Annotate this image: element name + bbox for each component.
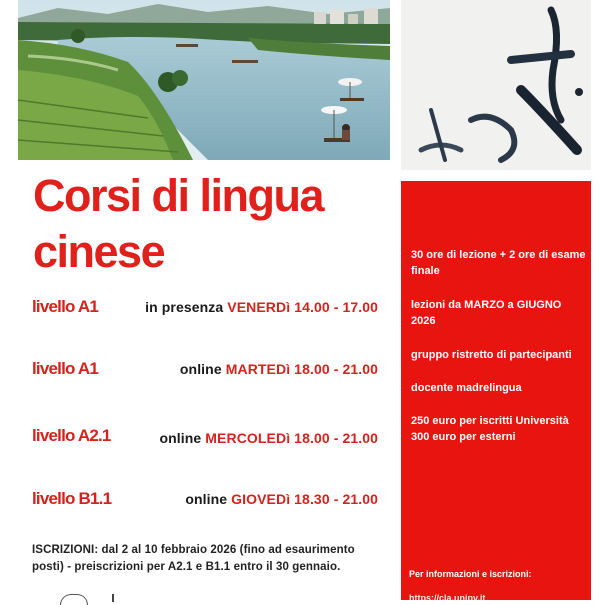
course-level: livello B1.1 xyxy=(32,489,112,508)
course-day-time: MERCOLEDì 18.00 - 21.00 xyxy=(205,430,378,446)
page-title xyxy=(33,168,393,280)
signup-note: ISCRIZIONI: dal 2 al 10 febbraio 2026 (fino ad esaurimento posti) - preiscrizioni per A2.1 e B1.1 entro il 30 gennaio. xyxy=(32,544,355,573)
course-row xyxy=(32,297,382,321)
course-level: livello A1 xyxy=(32,359,99,378)
course-row xyxy=(32,359,382,383)
course-mode: online xyxy=(185,491,228,507)
course-row xyxy=(32,426,382,450)
course-day-time: MARTEDì 18.00 - 21.00 xyxy=(225,361,378,377)
info-panel xyxy=(401,181,591,603)
course-day-time: VENERDì 14.00 - 17.00 xyxy=(227,299,378,315)
info-period: lezioni da MARZO a GIUGNO 2026 xyxy=(411,299,562,327)
course-mode: in presenza xyxy=(145,299,224,315)
course-schedule xyxy=(159,430,378,446)
info-teacher: docente madrelingua xyxy=(411,382,522,394)
info-group: gruppo ristretto di partecipanti xyxy=(411,349,572,361)
info-price: 250 euro per iscritti Università 300 euro per esterni xyxy=(411,415,569,443)
course-day-time: GIOVEDì 18.30 - 21.00 xyxy=(231,491,378,507)
course-level: livello A1 xyxy=(32,297,99,316)
course-row xyxy=(32,489,382,513)
course-schedule xyxy=(185,491,378,507)
logo-divider xyxy=(112,594,114,602)
river-landscape-photo xyxy=(18,0,390,160)
course-mode: online xyxy=(159,430,202,446)
title-line-1: Corsi di lingua xyxy=(33,170,324,221)
course-schedule xyxy=(180,361,378,377)
info-hours: 30 ore di lezione + 2 ore di esame finale xyxy=(411,249,586,277)
course-schedule xyxy=(145,299,378,315)
contact-link[interactable]: https://cla.unipv.it xyxy=(409,593,486,603)
course-level: livello A2.1 xyxy=(32,426,111,445)
chinese-calligraphy-brush-photo xyxy=(401,0,591,170)
course-mode: online xyxy=(179,361,222,377)
contact-label: Per informazioni e iscrizioni: xyxy=(409,569,532,579)
title-line-2: cinese xyxy=(33,226,165,277)
